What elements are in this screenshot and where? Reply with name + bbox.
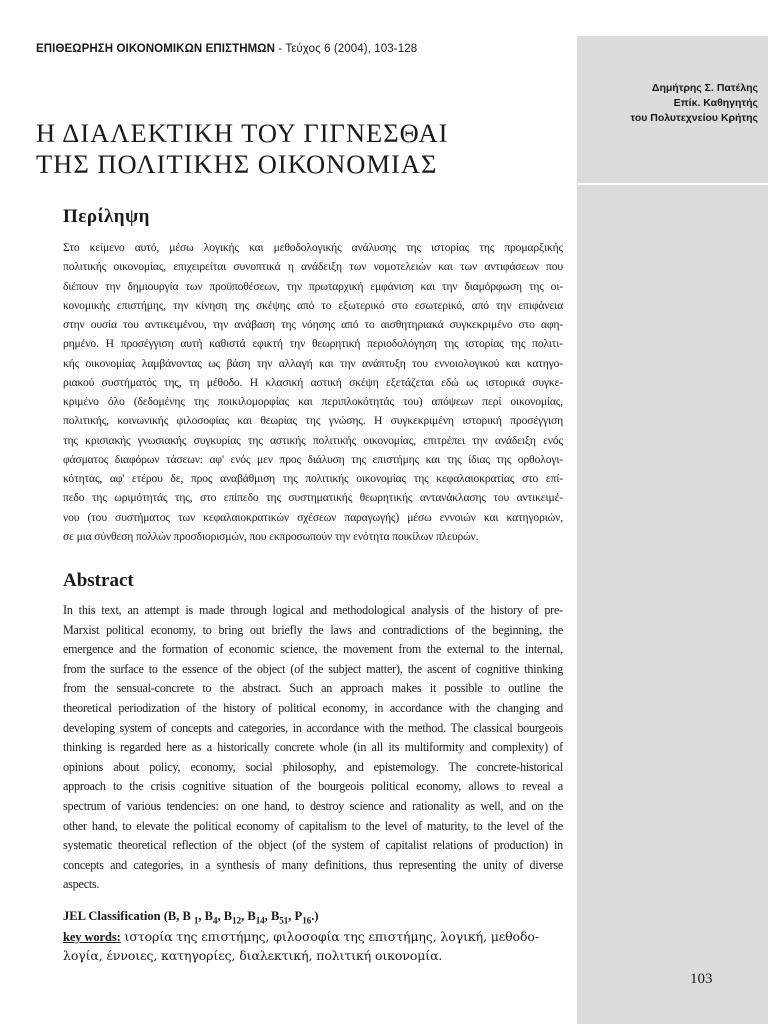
greek-abstract-line: σε μια σύνθεση πολλών προσδιορισμών, που εκπροσωπούν την ενότητα ποικίλων πλευρών. — [63, 529, 479, 543]
english-abstract-line: emergence and the formation of economic science, the movement from the external to the internal, — [63, 642, 563, 657]
english-abstract-line: approach to the crisis cognitive situation of the bourgeois political economy, allows to reveal a — [63, 779, 563, 794]
jel-label: JEL Classification (B, B — [63, 909, 191, 923]
greek-abstract-line: πεδο της ωριμότητάς της, στο επίπεδο της συστηματικής θεωρητικής αντανάκλασης του αντικειμέ- — [63, 491, 563, 505]
journal-header — [36, 43, 576, 55]
english-abstract-line: In this text, an attempt is made through logical and methodological analysis of the history of pre- — [63, 603, 563, 617]
greek-abstract-line: νου (του συστήματος των κεφαλαιοκρατικών σχέσεων παραγωγής) μέσω εννοιών και κατηγοριών, — [63, 510, 563, 524]
jel-code-separator: , B — [264, 909, 280, 923]
greek-abstract-line: κριμένο όλο (δεδομένης της ποικιλομορφίας και περιπλοκότητάς του) απόψεων περί οικονομίας, — [63, 395, 563, 408]
english-abstract-line: aspects. — [63, 877, 100, 892]
english-abstract-line: spectrum of various tendencies: on one hand, to destroy science and rationality as well, and on the — [63, 798, 563, 813]
greek-abstract-line: κότητας, αφ' ετέρου δε, προς αναβάθμιση της πολιτικής οικονομίας της κεφαλαιοκρατίας στο επί- — [63, 472, 563, 485]
english-abstract-line: from the surface to the essence of the object (of the subject matter), the ascent of cognitive thinking — [63, 661, 563, 676]
english-abstract-line: theoretical periodization of the history of political economy, in accordance with the changing and — [63, 700, 563, 715]
title-line-1: Η ΔΙΑΛΕΚΤΙΚΗ ΤΟΥ ΓΙΓΝΕΣΘΑΙ — [36, 118, 449, 148]
english-abstract-body — [63, 601, 563, 895]
keywords-line-2: λογία, έννοιες, κατηγορίες, διαλεκτική, πολιτική οικονομία. — [63, 947, 443, 963]
greek-abstract-line: πολιτικής, κοινωνικής φιλοσοφίας και θεωρίας της γνώσης. Η συγκεκριμένη ιστορική προσέγγιση — [63, 414, 563, 428]
english-abstract-line: developing system of concepts and categories, in accordance with the method. The classical bourgeois — [63, 720, 563, 735]
english-abstract-line: other hand, to elevate the political economy of capitalism to the level of maturity, to the level of the — [63, 818, 563, 833]
greek-abstract-line: της κρισιακής γνωσιακής συγκυρίας της αστικής πολιτικής οικονομίας, επιτρέπει την ανάδειξη ενός — [63, 433, 563, 447]
greek-abstract-body — [63, 238, 563, 546]
jel-code-subscript: 12 — [232, 915, 242, 926]
english-abstract-line: opinions about policy, economy, social philosophy, and epistemology. The concrete-historical — [63, 759, 563, 774]
greek-abstract-line: Στο κείμενο αυτό, μέσω λογικής και μεθοδολογικής ανάλυσης της ιστορίας της προμαρξικής — [63, 241, 563, 254]
english-abstract-line: from the sensual-concrete to the abstract. Such an approach makes it possible to outline the — [63, 681, 563, 696]
greek-abstract-heading: Περίληψη — [63, 206, 150, 227]
jel-code-separator: , B — [217, 909, 233, 923]
journal-issue: - Τεύχος 6 (2004), 103-128 — [275, 43, 418, 55]
greek-abstract-line: κής οικονομίας λαμβάνοντας ως βάση την αλλαγή και την ανάπτυξη του εννοιολογικού και κατηγο- — [63, 356, 563, 370]
author-affiliation: του Πολυτεχνείου Κρήτης — [630, 112, 758, 124]
greek-abstract-line: κονομικής επιστήμης, την κίνηση της σκέψης από το εξωτερικό στο εσωτερικό, από την επιφάνεια — [63, 298, 563, 312]
title-line-2: ΤΗΣ ΠΟΛΙΤΙΚΗΣ ΟΙΚΟΝΟΜΙΑΣ — [36, 149, 438, 179]
jel-code-separator: , B — [198, 909, 214, 923]
greek-abstract-line: ρημένο. Η προσέγγιση αυτή καθιστά εφικτή την θεωρητική περιοδολόγηση της ιστορίας της πολιτι- — [63, 337, 563, 351]
jel-code-separator: , P — [288, 909, 303, 923]
jel-code-separator: , B — [241, 909, 256, 923]
greek-abstract-line: διέπουν την δημιουργία των προϋποθέσεων, την πρωταρχική εμφάνιση και την διαμόρφωση της οι- — [63, 279, 563, 293]
keywords-block — [63, 928, 568, 965]
journal-name: ΕΠΙΘΕΩΡΗΣΗ ΟΙΚΟΝΟΜΙΚΩΝ ΕΠΙΣΤΗΜΩΝ — [36, 43, 276, 55]
greek-abstract-line: στην ουσία του αντικειμένου, την ανάβαση της νόησης από το αισθητηριακά συγκεκριμένο στο αφη- — [63, 318, 563, 331]
keywords-label: key words: — [63, 930, 121, 944]
english-abstract-line: thinking is regarded here as a historically concrete whole (in all its multiformity and complexity) of — [63, 740, 563, 755]
jel-code-subscript: 16 — [302, 915, 312, 926]
sidebar-divider — [577, 183, 768, 185]
jel-classification — [63, 909, 583, 926]
english-abstract-line: systematic theoretical reflection of the object (of the system of capitalist relations of production) in — [63, 838, 563, 853]
english-abstract-line: concepts and categories, in a synthesis of many definitions, thus representing the unity of diverse — [63, 857, 563, 872]
page-number: 103 — [690, 971, 713, 987]
author-block — [588, 81, 758, 126]
author-position: Επίκ. Καθηγητής — [673, 97, 758, 109]
english-abstract-line: Marxist political economy, to bring out briefly the laws and contradictions of the beginning, the — [63, 622, 563, 637]
jel-code-subscript: 4 — [213, 915, 218, 926]
greek-abstract-line: πολιτικής οικονομίας, επιχειρείται συνοπτικά η ανάδειξη των νομοτελειών και των αντιφάσεων που — [63, 260, 563, 274]
jel-code-subscript: 1 — [193, 915, 199, 926]
english-abstract-heading: Abstract — [63, 570, 134, 591]
jel-code-subscript: 51 — [279, 915, 289, 926]
paper-title — [36, 118, 566, 180]
greek-abstract-line: φάσματος διαφόρων τάσεων: αφ' ενός μεν προς διάλυση της επιστήμης και της ίδιας της ορθολογι- — [63, 452, 563, 466]
jel-code-separator: .) — [311, 909, 319, 923]
jel-code-subscript: 14 — [255, 915, 265, 926]
author-name: Δημήτρης Σ. Πατέλης — [651, 82, 758, 94]
keywords-line-1: ιστορία της επιστήμης, φιλοσοφία της επιστήμης, λογική, μεθοδο- — [120, 929, 539, 944]
greek-abstract-line: ριακού συστήματός της, τη μέθοδο. Η κλασική αστική σκέψη εξετάζεται εδώ ως ιστορικά συγκε- — [63, 375, 563, 389]
